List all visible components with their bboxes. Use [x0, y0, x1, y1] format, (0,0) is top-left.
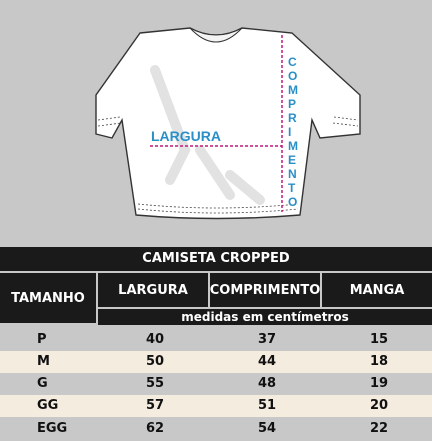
- length-label-letter: M: [288, 83, 298, 97]
- table-row: [0, 418, 432, 440]
- cell-largura: 57: [146, 398, 165, 413]
- cell-largura: 40: [146, 332, 165, 347]
- cell-comprimento: 54: [258, 421, 277, 436]
- length-label-letter: O: [288, 195, 298, 209]
- width-label: LARGURA: [151, 128, 221, 144]
- table-row: [0, 329, 432, 351]
- header-largura: LARGURA: [98, 273, 208, 307]
- cell-comprimento: 51: [258, 398, 277, 413]
- cell-comprimento: 44: [258, 354, 277, 369]
- cell-manga: 15: [370, 332, 389, 347]
- cell-size: GG: [37, 398, 59, 413]
- length-label-letter: O: [288, 69, 298, 83]
- cell-manga: 22: [370, 421, 389, 436]
- cell-largura: 50: [146, 354, 165, 369]
- cell-largura: 62: [146, 421, 165, 436]
- cell-manga: 19: [370, 376, 389, 391]
- header-tamanho: TAMANHO: [0, 273, 96, 323]
- cell-comprimento: 37: [258, 332, 277, 347]
- length-label-letter: C: [288, 55, 297, 69]
- table-row: [0, 395, 432, 417]
- units-note: medidas em centímetros: [98, 309, 432, 325]
- cell-manga: 18: [370, 354, 389, 369]
- length-label-letter: N: [288, 167, 297, 181]
- length-label-letter: R: [288, 111, 297, 125]
- cell-comprimento: 48: [258, 376, 277, 391]
- length-label-letter: I: [288, 125, 292, 139]
- header-comprimento: COMPRIMENTO: [210, 273, 320, 307]
- table-row: [0, 373, 432, 395]
- cell-size: EGG: [37, 421, 68, 436]
- cell-manga: 20: [370, 398, 389, 413]
- cell-size: G: [37, 376, 48, 391]
- table-title: CAMISETA CROPPED: [0, 247, 432, 271]
- cell-largura: 55: [146, 376, 165, 391]
- table-row: [0, 351, 432, 373]
- length-label-letter: E: [288, 153, 297, 167]
- length-label-letter: T: [288, 181, 296, 195]
- cell-size: M: [37, 354, 50, 369]
- header-manga: MANGA: [322, 273, 432, 307]
- length-label-letter: M: [288, 139, 298, 153]
- length-label-letter: P: [288, 97, 297, 111]
- cell-size: P: [37, 332, 47, 347]
